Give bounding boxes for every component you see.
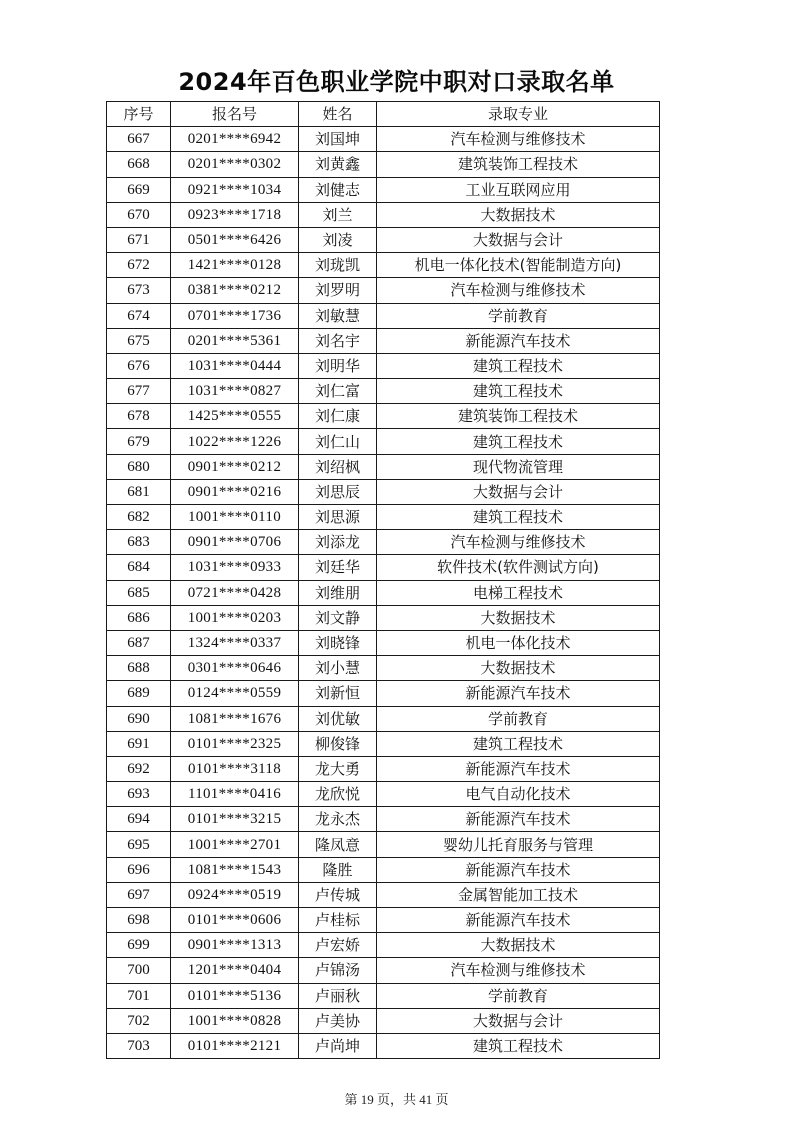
cell-student-name: 刘廷华 — [299, 555, 377, 580]
cell-seq: 688 — [107, 656, 171, 681]
table-row — [107, 630, 660, 655]
cell-student-name: 刘仁山 — [299, 429, 377, 454]
cell-student-name: 刘健志 — [299, 177, 377, 202]
cell-seq: 682 — [107, 505, 171, 530]
cell-major: 新能源汽车技术 — [377, 756, 660, 781]
table-row — [107, 278, 660, 303]
table-row — [107, 353, 660, 378]
cell-reg-number: 0901****0706 — [171, 530, 299, 555]
cell-student-name: 刘仁富 — [299, 379, 377, 404]
cell-seq: 686 — [107, 605, 171, 630]
cell-major: 金属智能加工技术 — [377, 882, 660, 907]
cell-student-name: 刘仁康 — [299, 404, 377, 429]
cell-student-name: 刘珑凯 — [299, 253, 377, 278]
cell-student-name: 刘敏慧 — [299, 303, 377, 328]
table-row — [107, 454, 660, 479]
table-row — [107, 530, 660, 555]
cell-student-name: 刘思源 — [299, 505, 377, 530]
table-row — [107, 857, 660, 882]
cell-major: 现代物流管理 — [377, 454, 660, 479]
table-row — [107, 404, 660, 429]
cell-major: 大数据技术 — [377, 656, 660, 681]
table-row — [107, 555, 660, 580]
table-row — [107, 152, 660, 177]
table-row — [107, 958, 660, 983]
admission-table — [106, 101, 660, 1059]
table-row — [107, 227, 660, 252]
table-row — [107, 882, 660, 907]
cell-student-name: 龙永杰 — [299, 807, 377, 832]
table-row — [107, 379, 660, 404]
cell-major: 工业互联网应用 — [377, 177, 660, 202]
cell-reg-number: 0901****0212 — [171, 454, 299, 479]
cell-seq: 690 — [107, 706, 171, 731]
cell-major: 新能源汽车技术 — [377, 908, 660, 933]
cell-major: 建筑工程技术 — [377, 379, 660, 404]
cell-reg-number: 1201****0404 — [171, 958, 299, 983]
cell-reg-number: 1001****0828 — [171, 1008, 299, 1033]
cell-reg-number: 0101****3118 — [171, 756, 299, 781]
cell-reg-number: 0381****0212 — [171, 278, 299, 303]
cell-student-name: 刘明华 — [299, 353, 377, 378]
cell-reg-number: 1324****0337 — [171, 630, 299, 655]
cell-major: 学前教育 — [377, 983, 660, 1008]
cell-student-name: 刘罗明 — [299, 278, 377, 303]
cell-major: 婴幼儿托育服务与管理 — [377, 832, 660, 857]
cell-student-name: 卢传城 — [299, 882, 377, 907]
cell-seq: 679 — [107, 429, 171, 454]
cell-major: 建筑工程技术 — [377, 353, 660, 378]
cell-reg-number: 0921****1034 — [171, 177, 299, 202]
cell-reg-number: 0201****0302 — [171, 152, 299, 177]
cell-major: 汽车检测与维修技术 — [377, 958, 660, 983]
cell-student-name: 刘晓锋 — [299, 630, 377, 655]
table-row — [107, 656, 660, 681]
cell-major: 学前教育 — [377, 303, 660, 328]
cell-seq: 700 — [107, 958, 171, 983]
cell-seq: 671 — [107, 227, 171, 252]
cell-reg-number: 0101****2325 — [171, 731, 299, 756]
table-row — [107, 756, 660, 781]
cell-seq: 681 — [107, 479, 171, 504]
cell-reg-number: 0124****0559 — [171, 681, 299, 706]
cell-student-name: 刘小慧 — [299, 656, 377, 681]
table-row — [107, 681, 660, 706]
cell-major: 汽车检测与维修技术 — [377, 530, 660, 555]
cell-student-name: 刘绍枫 — [299, 454, 377, 479]
cell-seq: 693 — [107, 782, 171, 807]
cell-student-name: 刘黄鑫 — [299, 152, 377, 177]
cell-student-name: 刘思辰 — [299, 479, 377, 504]
cell-seq: 670 — [107, 202, 171, 227]
cell-major: 建筑装饰工程技术 — [377, 404, 660, 429]
cell-reg-number: 0301****0646 — [171, 656, 299, 681]
cell-student-name: 刘凌 — [299, 227, 377, 252]
cell-reg-number: 1031****0444 — [171, 353, 299, 378]
cell-seq: 685 — [107, 580, 171, 605]
table-row — [107, 908, 660, 933]
cell-seq: 696 — [107, 857, 171, 882]
cell-reg-number: 0721****0428 — [171, 580, 299, 605]
cell-major: 大数据技术 — [377, 933, 660, 958]
cell-student-name: 刘名宇 — [299, 328, 377, 353]
cell-reg-number: 1001****0110 — [171, 505, 299, 530]
cell-reg-number: 1425****0555 — [171, 404, 299, 429]
cell-seq: 674 — [107, 303, 171, 328]
table-row — [107, 328, 660, 353]
table-row — [107, 933, 660, 958]
cell-major: 新能源汽车技术 — [377, 328, 660, 353]
cell-student-name: 卢丽秋 — [299, 983, 377, 1008]
cell-seq: 667 — [107, 127, 171, 152]
cell-seq: 701 — [107, 983, 171, 1008]
cell-major: 大数据与会计 — [377, 479, 660, 504]
cell-seq: 689 — [107, 681, 171, 706]
cell-student-name: 刘维朋 — [299, 580, 377, 605]
cell-seq: 676 — [107, 353, 171, 378]
cell-seq: 672 — [107, 253, 171, 278]
header-major: 录取专业 — [377, 102, 660, 127]
cell-student-name: 柳俊锋 — [299, 731, 377, 756]
table-row — [107, 303, 660, 328]
cell-student-name: 卢美协 — [299, 1008, 377, 1033]
cell-student-name: 隆胜 — [299, 857, 377, 882]
cell-reg-number: 0201****6942 — [171, 127, 299, 152]
table-row — [107, 505, 660, 530]
cell-reg-number: 1101****0416 — [171, 782, 299, 807]
table-row — [107, 127, 660, 152]
cell-seq: 691 — [107, 731, 171, 756]
cell-seq: 697 — [107, 882, 171, 907]
cell-reg-number: 1081****1543 — [171, 857, 299, 882]
cell-reg-number: 1031****0933 — [171, 555, 299, 580]
table-row — [107, 479, 660, 504]
cell-reg-number: 1031****0827 — [171, 379, 299, 404]
cell-student-name: 刘添龙 — [299, 530, 377, 555]
table-row — [107, 706, 660, 731]
header-reg: 报名号 — [171, 102, 299, 127]
cell-major: 电梯工程技术 — [377, 580, 660, 605]
cell-major: 新能源汽车技术 — [377, 857, 660, 882]
table-row — [107, 807, 660, 832]
header-name: 姓名 — [299, 102, 377, 127]
cell-major: 大数据与会计 — [377, 227, 660, 252]
cell-reg-number: 1001****2701 — [171, 832, 299, 857]
cell-reg-number: 1081****1676 — [171, 706, 299, 731]
cell-seq: 669 — [107, 177, 171, 202]
cell-seq: 698 — [107, 908, 171, 933]
cell-major: 建筑装饰工程技术 — [377, 152, 660, 177]
cell-seq: 673 — [107, 278, 171, 303]
cell-major: 大数据与会计 — [377, 1008, 660, 1033]
cell-seq: 694 — [107, 807, 171, 832]
cell-reg-number: 0101****3215 — [171, 807, 299, 832]
cell-major: 机电一体化技术(智能制造方向) — [377, 253, 660, 278]
cell-seq: 687 — [107, 630, 171, 655]
cell-seq: 695 — [107, 832, 171, 857]
cell-major: 新能源汽车技术 — [377, 681, 660, 706]
table-row — [107, 731, 660, 756]
header-seq: 序号 — [107, 102, 171, 127]
cell-reg-number: 1022****1226 — [171, 429, 299, 454]
cell-seq: 678 — [107, 404, 171, 429]
cell-major: 学前教育 — [377, 706, 660, 731]
cell-student-name: 卢尚坤 — [299, 1033, 377, 1058]
cell-seq: 684 — [107, 555, 171, 580]
cell-student-name: 刘兰 — [299, 202, 377, 227]
cell-reg-number: 0501****6426 — [171, 227, 299, 252]
cell-major: 机电一体化技术 — [377, 630, 660, 655]
cell-student-name: 刘新恒 — [299, 681, 377, 706]
table-row — [107, 605, 660, 630]
table-row — [107, 832, 660, 857]
cell-seq: 699 — [107, 933, 171, 958]
table-row — [107, 1033, 660, 1058]
table-row — [107, 253, 660, 278]
cell-student-name: 龙欣悦 — [299, 782, 377, 807]
cell-seq: 668 — [107, 152, 171, 177]
cell-major: 建筑工程技术 — [377, 1033, 660, 1058]
cell-reg-number: 0101****0606 — [171, 908, 299, 933]
cell-student-name: 刘文静 — [299, 605, 377, 630]
cell-seq: 677 — [107, 379, 171, 404]
cell-major: 大数据技术 — [377, 202, 660, 227]
cell-reg-number: 0923****1718 — [171, 202, 299, 227]
cell-reg-number: 1001****0203 — [171, 605, 299, 630]
table-row — [107, 177, 660, 202]
cell-major: 建筑工程技术 — [377, 429, 660, 454]
cell-reg-number: 0701****1736 — [171, 303, 299, 328]
table-header-row — [107, 102, 660, 127]
page-title: 2024年百色职业学院中职对口录取名单 — [178, 68, 615, 96]
table-body — [107, 127, 660, 1059]
cell-reg-number: 0901****0216 — [171, 479, 299, 504]
table-row — [107, 580, 660, 605]
cell-reg-number: 0901****1313 — [171, 933, 299, 958]
cell-seq: 692 — [107, 756, 171, 781]
cell-student-name: 刘国坤 — [299, 127, 377, 152]
table-row — [107, 202, 660, 227]
cell-student-name: 隆凤意 — [299, 832, 377, 857]
cell-seq: 702 — [107, 1008, 171, 1033]
cell-seq: 683 — [107, 530, 171, 555]
cell-student-name: 卢宏娇 — [299, 933, 377, 958]
cell-reg-number: 0924****0519 — [171, 882, 299, 907]
cell-major: 大数据技术 — [377, 605, 660, 630]
cell-reg-number: 1421****0128 — [171, 253, 299, 278]
cell-student-name: 龙大勇 — [299, 756, 377, 781]
cell-reg-number: 0101****5136 — [171, 983, 299, 1008]
table-row — [107, 1008, 660, 1033]
cell-major: 建筑工程技术 — [377, 505, 660, 530]
cell-major: 新能源汽车技术 — [377, 807, 660, 832]
cell-major: 电气自动化技术 — [377, 782, 660, 807]
cell-reg-number: 0201****5361 — [171, 328, 299, 353]
page-footer: 第 19 页，共 41 页 — [344, 1092, 449, 1107]
table-row — [107, 983, 660, 1008]
cell-major: 软件技术(软件测试方向) — [377, 555, 660, 580]
cell-reg-number: 0101****2121 — [171, 1033, 299, 1058]
cell-major: 汽车检测与维修技术 — [377, 278, 660, 303]
cell-seq: 680 — [107, 454, 171, 479]
table-row — [107, 782, 660, 807]
cell-student-name: 卢锦汤 — [299, 958, 377, 983]
cell-seq: 675 — [107, 328, 171, 353]
cell-student-name: 刘优敏 — [299, 706, 377, 731]
table-row — [107, 429, 660, 454]
cell-seq: 703 — [107, 1033, 171, 1058]
cell-student-name: 卢桂标 — [299, 908, 377, 933]
cell-major: 汽车检测与维修技术 — [377, 127, 660, 152]
cell-major: 建筑工程技术 — [377, 731, 660, 756]
